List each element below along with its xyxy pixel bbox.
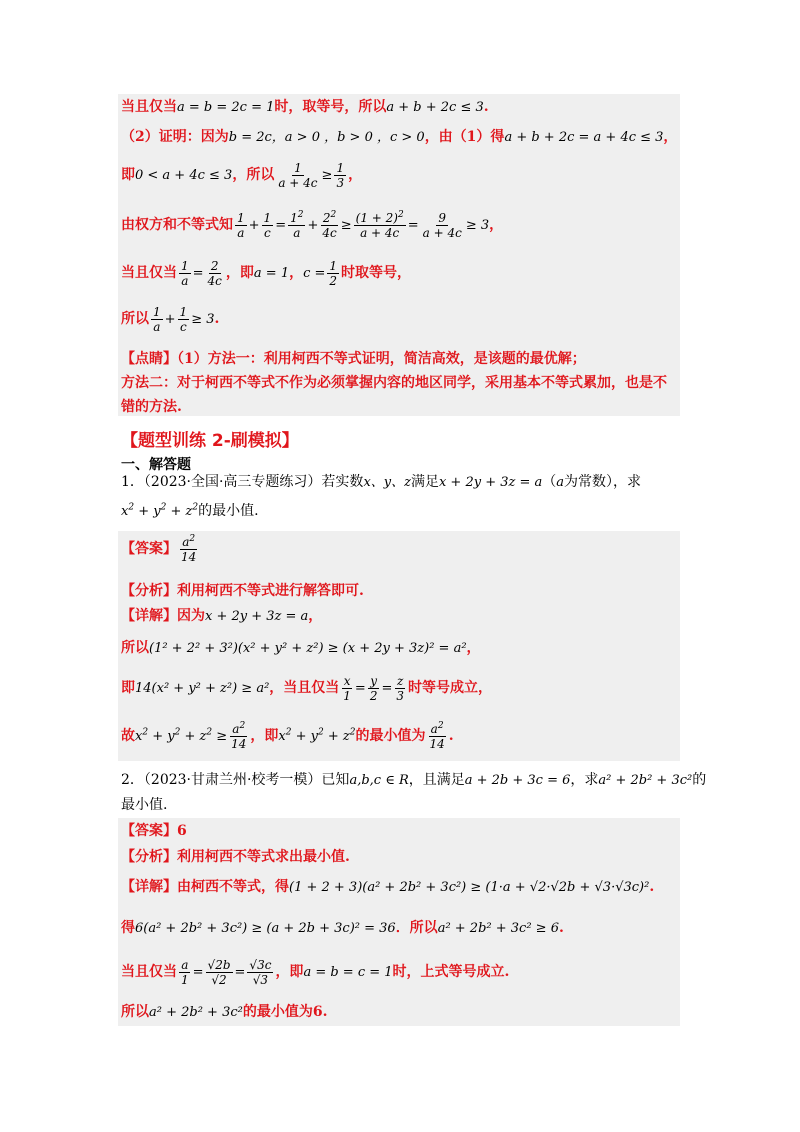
- fraction: $\frac{a^2}{14}$: [231, 720, 247, 751]
- q1-stem-line-2: $x^2 + y^2 + z^2$的最小值.: [121, 502, 259, 519]
- fraction: $\frac{z}{3}$: [396, 673, 405, 703]
- fraction: $\frac{1}{2}$: [329, 258, 338, 288]
- fraction: $\frac{a}{1}$: [181, 957, 189, 987]
- q1-detail: 【详解】因为x + 2y + 3z = a，: [121, 608, 323, 624]
- fraction: $\frac{1}{a}$: [153, 304, 161, 334]
- fraction: $\frac{1}{a}$: [181, 258, 189, 288]
- fraction: $\frac{2}{4c}$: [207, 258, 222, 288]
- q2-answer: 【答案】6: [121, 823, 187, 839]
- top-line-4: 由权方和不等式知 $\frac{1}{a}$ + $\frac{1}{c}$ = $\frac{1^2}{a}$ + $\frac{2^2}{4c}$ ≥ $\frac{(1 + 2)^2}{a + 4c}$ = $\frac{9}{a + 4c}$ ≥ 3，: [121, 209, 504, 240]
- q1-analysis: 【分析】利用柯西不等式进行解答即可.: [121, 583, 364, 599]
- fraction: $\frac{9}{a + 4c}$: [422, 210, 462, 240]
- top-line-1: 当且仅当a = b = 2c = 1时，取等号，所以a + b + 2c ≤ 3.: [121, 99, 489, 115]
- fraction: $\frac{a^2}{14}$: [429, 720, 445, 751]
- fraction: $\frac{1^2}{a}$: [290, 209, 304, 240]
- top-line-2: （2）证明：因为b = 2c，a > 0 ，b > 0 ，c > 0，由（1）得a + b + 2c = a + 4c ≤ 3，: [121, 129, 678, 145]
- fraction: $\frac{1}{3}$: [336, 160, 345, 190]
- fraction: $\frac{1}{a}$: [237, 210, 245, 240]
- fraction: $\frac{(1 + 2)^2}{a + 4c}$: [355, 209, 404, 240]
- comment-line-3: 错的方法.: [121, 399, 182, 415]
- section-title: 【题型训练 2-刷模拟】: [121, 431, 299, 451]
- fraction: $\frac{2^2}{4c}$: [322, 209, 337, 240]
- fraction: $\frac{√2b}{√2}$: [207, 957, 231, 987]
- fraction: $\frac{1}{a + 4c}$: [278, 160, 318, 190]
- fraction: $\frac{x}{1}$: [343, 673, 351, 703]
- q2-eq: 当且仅当 $\frac{a}{1}$ = $\frac{√2b}{√2}$ = $\frac{√3c}{√3}$ ，即a = b = c = 1时，上式等号成立.: [121, 957, 510, 987]
- top-line-5: 当且仅当 $\frac{1}{a}$ = $\frac{2}{4c}$ ，即a = 1，c = $\frac{1}{2}$ 时取等号，: [121, 258, 412, 288]
- top-line-6: 所以 $\frac{1}{a}$ + $\frac{1}{c}$ ≥ 3.: [121, 304, 220, 334]
- q2-de: 得6(a² + 2b² + 3c²) ≥ (a + 2b + 3c)² = 36．所以a² + 2b² + 3c² ≥ 6.: [121, 920, 564, 936]
- fraction: $\frac{y}{2}$: [369, 673, 378, 703]
- q1-thus: 故$x^2 + y^2 + z^2$ ≥ $\frac{a^2}{14}$ ，即$x^2 + y^2 + z^2$的最小值为 $\frac{a^2}{14}$ .: [121, 720, 454, 751]
- q1-ie: 即14(x² + y² + z²) ≥ a²，当且仅当 $\frac{x}{1}$ = $\frac{y}{2}$ = $\frac{z}{3}$ 时等号成立，: [121, 673, 493, 703]
- fraction: $\frac{√3c}{√3}$: [249, 957, 272, 987]
- fraction: $\frac{1}{c}$: [179, 304, 188, 334]
- q2-final: 所以a² + 2b² + 3c²的最小值为6.: [121, 1004, 328, 1020]
- q2-analysis: 【分析】利用柯西不等式求出最小值.: [121, 849, 350, 865]
- q2-detail: 【详解】由柯西不等式，得(1 + 2 + 3)(a² + 2b² + 3c²) ≥ (1·a + √2·√2b + √3·√3c)².: [121, 879, 655, 895]
- q2-stem-line-1: 2．（2023·甘肃兰州·校考一模）已知a,b,c ∈ R，且满足a + 2b + 3c = 6，求a² + 2b² + 3c²的: [121, 772, 707, 788]
- comment-line-2: 方法二：对于柯西不等式不作为必须掌握内容的地区同学，采用基本不等式累加，也是不: [121, 375, 667, 391]
- section-heading: 一、解答题: [121, 457, 191, 473]
- fraction: $\frac{1}{c}$: [263, 210, 272, 240]
- q1-answer: 【答案】 $\frac{a^2}{14}$: [121, 533, 197, 564]
- q1-so: 所以(1² + 2² + 3²)(x² + y² + z²) ≥ (x + 2y + 3z)² = a²，: [121, 640, 481, 656]
- q2-stem-line-2: 最小值.: [121, 797, 168, 813]
- q1-stem-line-1: 1．（2023·全国·高三专题练习）若实数x、y、z满足x + 2y + 3z = a（a为常数），求: [121, 474, 642, 490]
- fraction: $\frac{a^2}{14}$: [181, 533, 197, 564]
- comment-line-1: 【点睛】（1）方法一：利用柯西不等式证明，简洁高效，是该题的最优解；: [121, 351, 586, 367]
- top-line-3: 即0 < a + 4c ≤ 3，所以 $\frac{1}{a + 4c}$ ≥ $\frac{1}{3}$ ，: [121, 160, 363, 190]
